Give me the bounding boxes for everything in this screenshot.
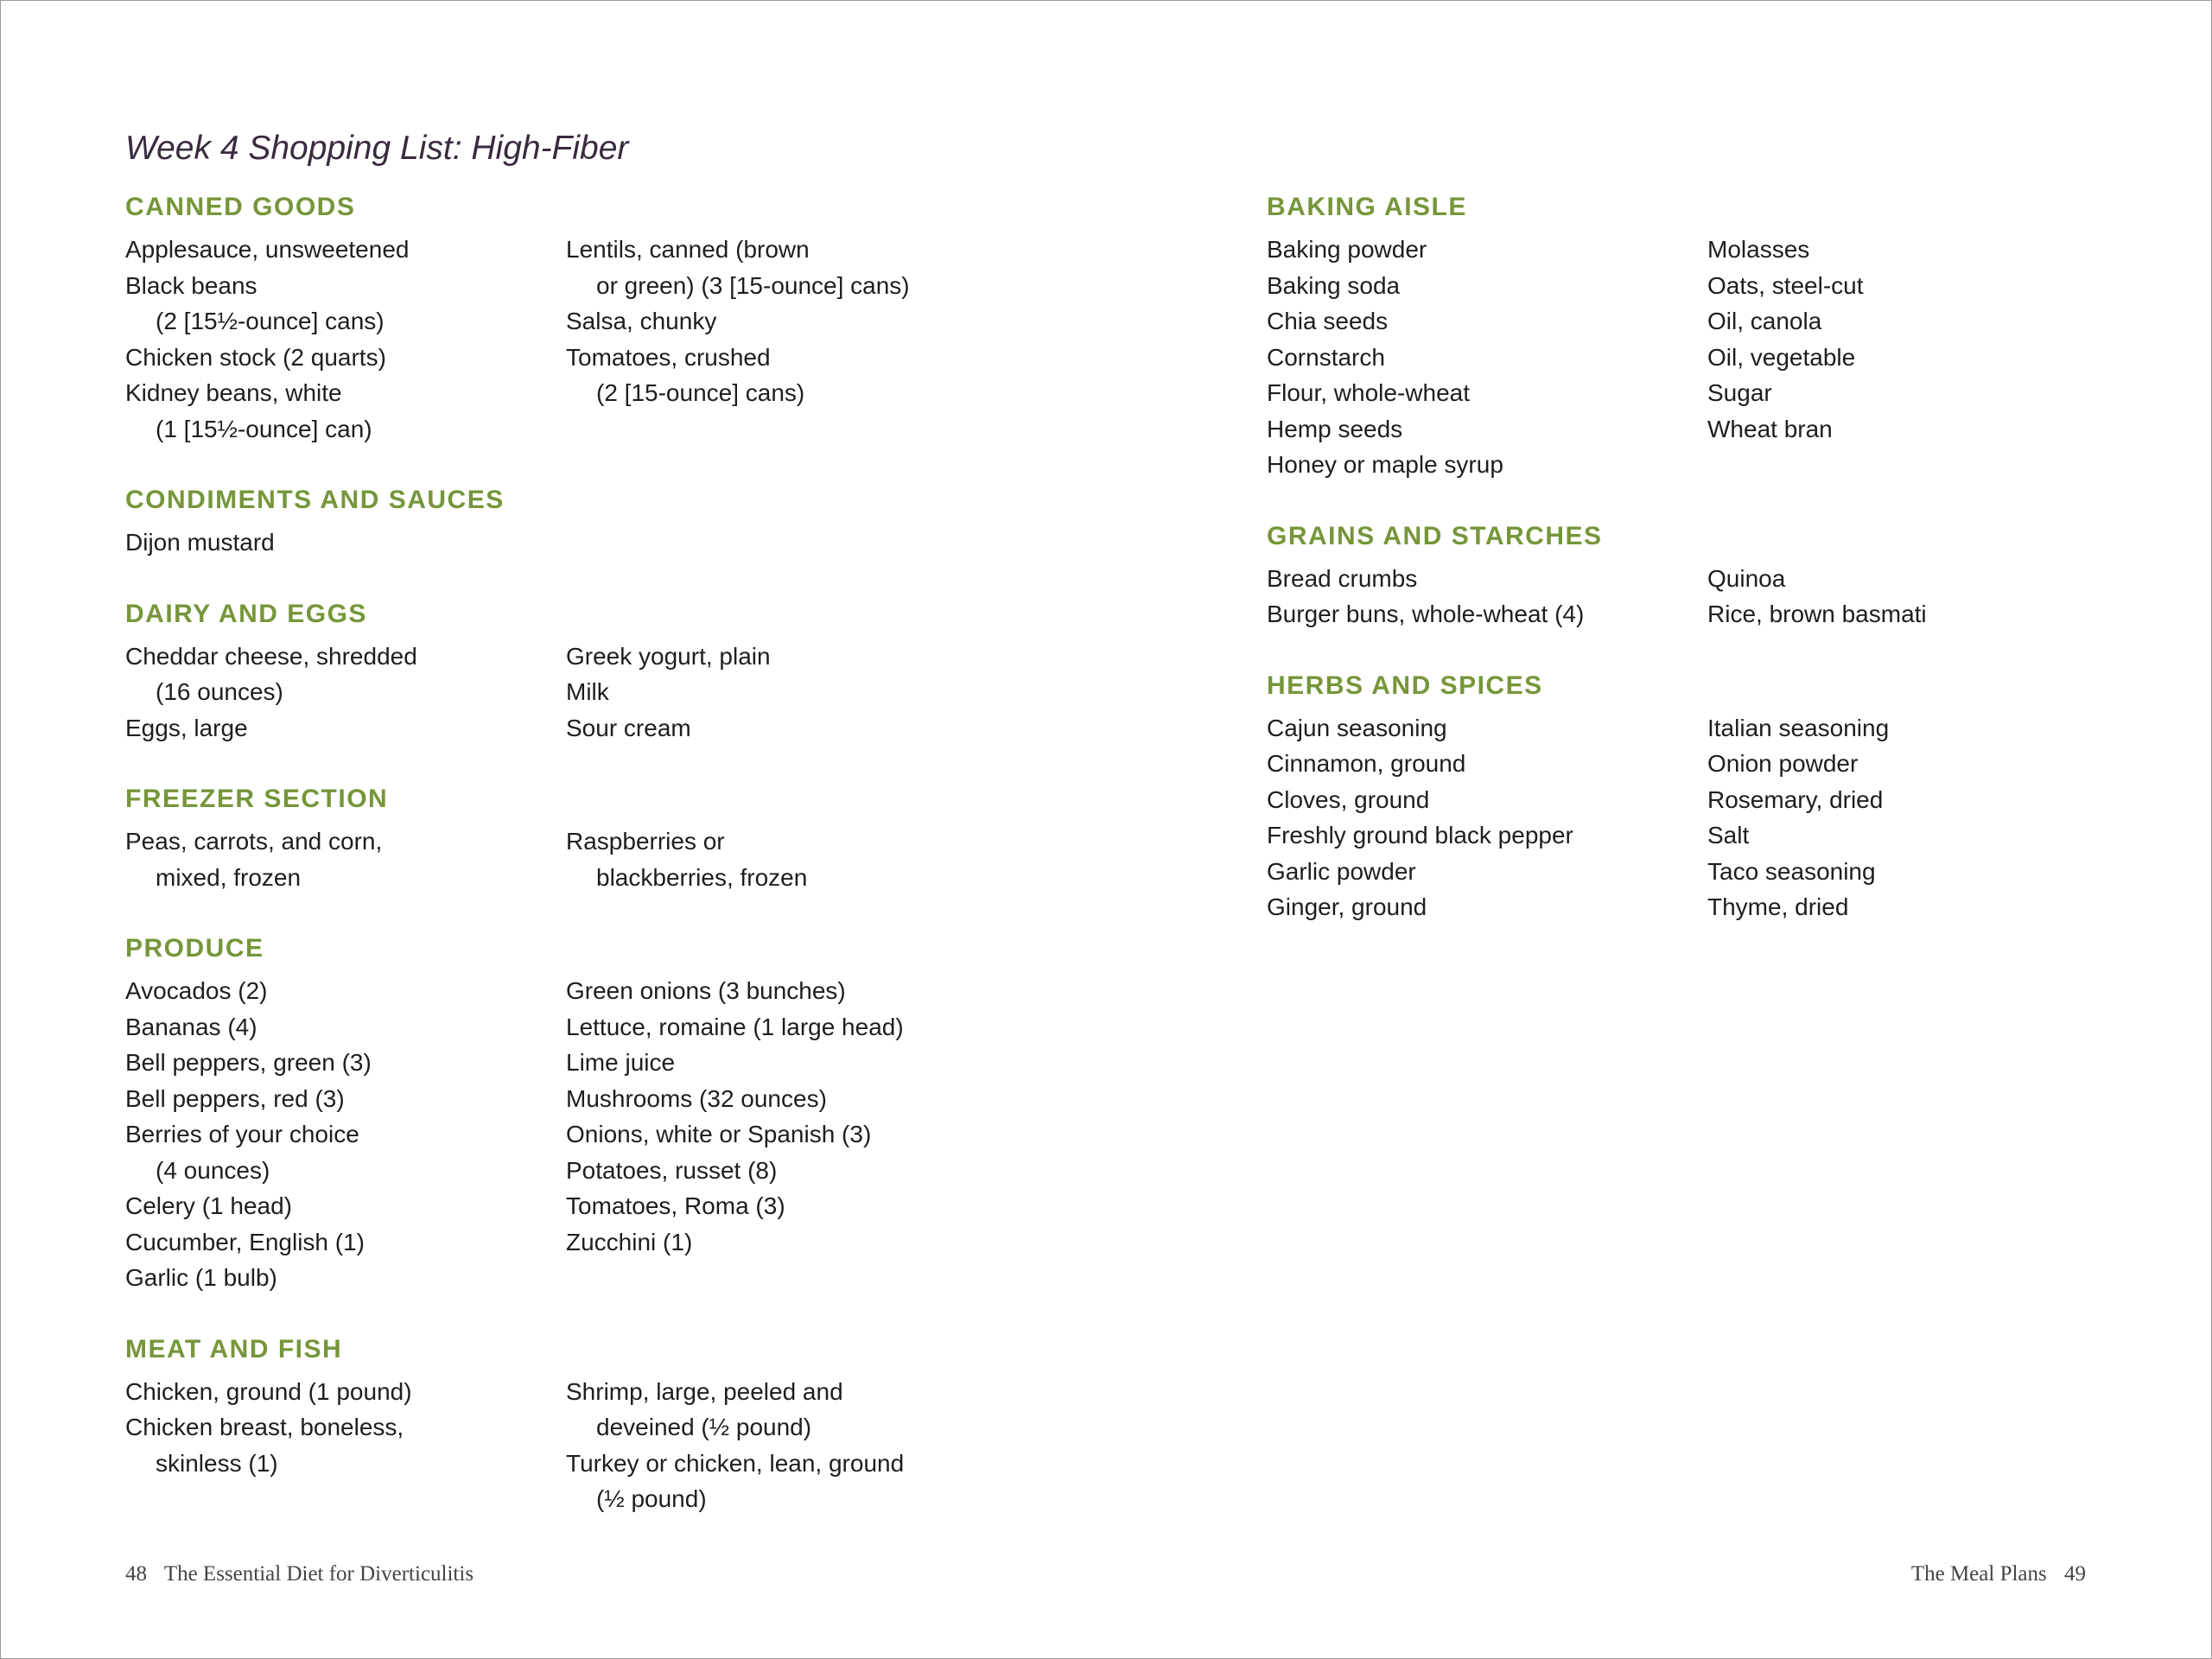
list-item [566,340,1007,411]
item-text: Baking powder [1267,236,1427,263]
list-item [566,973,1007,1009]
item-text: Peas, carrots, and corn, [125,828,383,855]
list-item [125,710,566,747]
item-text: Wheat bran [1707,415,1833,442]
item-text: Hemp seeds [1267,415,1403,442]
item-subcolumn [125,1374,566,1517]
item-text: Salsa, chunky [566,308,717,334]
item-text: Molasses [1707,236,1810,263]
item-text: Turkey or chicken, lean, ground [566,1449,905,1477]
list-item [1707,817,2148,854]
item-text: Cinnamon, ground [1267,750,1466,777]
item-subcolumn [1267,232,1707,483]
item-text: Cornstarch [1267,343,1385,371]
item-text: Avocados (2) [125,977,268,1004]
item-text: Lettuce, romaine (1 large head) [566,1013,904,1040]
section-meat-and-fish [125,1331,1033,1517]
list-item [125,1081,566,1117]
item-columns [1267,561,2174,632]
item-text: Cloves, ground [1267,785,1430,813]
item-subcolumn [125,524,566,561]
list-item [1267,817,1707,854]
list-item [1267,782,1707,818]
list-item [566,1116,1007,1153]
list-item [1267,561,1707,597]
item-text: Celery (1 head) [125,1192,292,1219]
section-heading: DAIRY AND EGGS [125,599,367,628]
item-text: Lentils, canned (brown [566,236,810,263]
item-subcolumn [566,973,1007,1296]
item-continuation: deveined (½ pound) [596,1414,812,1440]
list-item [1267,854,1707,890]
item-text: Tomatoes, Roma (3) [566,1192,785,1219]
item-text: Dijon mustard [125,529,275,556]
item-text: Bread crumbs [1267,564,1418,592]
list-item [125,1374,566,1410]
item-text: Milk [566,678,609,705]
list-item [566,1188,1007,1224]
item-columns [125,524,1033,561]
list-item [566,1153,1007,1189]
list-item [1707,710,2148,747]
list-item [125,375,566,447]
section-heading: HERBS AND SPICES [1267,671,1543,700]
list-item [1267,447,1707,483]
list-item [1707,232,2148,268]
list-item [566,1009,1007,1046]
item-subcolumn [1707,232,2148,483]
item-text: Kidney beans, white [125,379,342,406]
list-item [1267,710,1707,747]
item-text: Bell peppers, red (3) [125,1084,345,1112]
section-dairy-and-eggs [125,595,1033,747]
list-item [1707,854,2148,890]
list-item [125,973,566,1009]
item-text: Tomatoes, crushed [566,343,771,371]
list-item [1267,596,1707,632]
list-item [566,1081,1007,1117]
item-continuation: skinless (1) [156,1449,278,1477]
list-item [1267,303,1707,340]
section-produce [125,930,1033,1296]
item-subcolumn [566,823,1007,895]
section-heading: BAKING AISLE [1267,193,1467,221]
item-text: Baking soda [1267,271,1401,299]
item-subcolumn [1707,561,2148,632]
list-item [125,232,566,268]
section-canned-goods [125,188,1033,447]
item-subcolumn [566,639,1007,747]
list-item [1267,746,1707,782]
item-text: Cucumber, English (1) [125,1228,365,1255]
list-item [1267,268,1707,304]
list-item [125,1188,566,1224]
section-heading: CONDIMENTS AND SAUCES [125,486,505,514]
list-item [1707,746,2148,782]
item-text: Burger buns, whole-wheat (4) [1267,601,1585,627]
list-item [1267,375,1707,411]
footer-right [1911,1562,2086,1586]
item-text: Shrimp, large, peeled and [566,1377,843,1405]
section-herbs-and-spices [1267,667,2174,925]
item-text: Black beans [125,271,257,299]
item-subcolumn [125,823,566,895]
section-freezer-section [125,780,1033,895]
list-item [125,1224,566,1261]
list-item [125,1260,566,1296]
item-columns [1267,232,2174,483]
item-continuation: mixed, frozen [156,863,302,891]
list-item [125,340,566,376]
section-heading: GRAINS AND STARCHES [1267,521,1603,550]
list-item [1707,303,2148,340]
item-columns [125,639,1033,747]
list-item [566,1045,1007,1081]
page-title: Week 4 Shopping List: High-Fiber [125,130,629,167]
chapter-title: The Meal Plans [1910,1562,2047,1586]
item-text: Chicken stock (2 quarts) [125,343,386,371]
item-continuation: (2 [15-ounce] cans) [596,379,805,406]
list-item [566,1374,1007,1446]
list-item [1707,375,2148,411]
item-text: Bell peppers, green (3) [125,1049,372,1076]
item-text: Taco seasoning [1707,857,1876,885]
item-text: Lime juice [566,1049,676,1076]
list-item [1707,340,2148,376]
list-item [566,710,1007,747]
item-subcolumn [125,232,566,447]
list-item [566,823,1007,895]
list-item [566,1224,1007,1261]
page-number-right: 49 [2064,1562,2086,1586]
item-columns [125,1374,1033,1517]
item-continuation: or green) (3 [15-ounce] cans) [596,271,910,299]
section-heading: FREEZER SECTION [125,785,389,813]
list-item [1707,596,2148,632]
item-text: Bananas (4) [125,1013,257,1040]
item-text: Italian seasoning [1707,714,1890,741]
item-subcolumn [566,232,1007,447]
item-text: Thyme, dried [1707,893,1849,920]
item-text: Garlic (1 bulb) [125,1264,277,1291]
list-item [125,524,566,561]
item-columns [1267,710,2174,925]
list-item [566,639,1007,675]
page-number-left: 48 [125,1562,147,1586]
list-item [125,1116,566,1188]
item-text: Potatoes, russet (8) [566,1156,778,1184]
list-item [1267,889,1707,925]
left-column [125,188,1033,1552]
item-subcolumn [1707,710,2148,925]
list-item [1267,340,1707,376]
item-text: Mushrooms (32 ounces) [566,1084,827,1112]
list-item [566,1446,1007,1517]
item-text: Chicken, ground (1 pound) [125,1377,412,1405]
item-text: Salt [1707,822,1750,849]
item-text: Chicken breast, boneless, [125,1414,404,1440]
list-item [1707,268,2148,304]
item-subcolumn [125,639,566,747]
list-item [566,232,1007,303]
item-text: Raspberries or [566,828,725,855]
list-item [566,303,1007,340]
list-item [125,1045,566,1081]
list-item [125,639,566,710]
item-text: Oats, steel-cut [1707,271,1864,299]
list-item [125,268,566,340]
list-item [1707,782,2148,818]
item-continuation: (2 [15½-ounce] cans) [156,308,385,334]
item-text: Berries of your choice [125,1121,359,1147]
section-condiments-and-sauces [125,481,1033,561]
list-item [1267,232,1707,268]
list-item [1707,411,2148,448]
item-text: Applesauce, unsweetened [125,236,410,263]
item-text: Quinoa [1707,564,1786,592]
item-text: Garlic powder [1267,857,1416,885]
item-text: Onions, white or Spanish (3) [566,1121,872,1147]
item-text: Eggs, large [125,714,248,741]
item-text: Onion powder [1707,750,1859,777]
footer-left [125,1562,474,1586]
item-text: Greek yogurt, plain [566,642,771,670]
item-continuation: (16 ounces) [156,678,283,705]
item-text: Flour, whole-wheat [1267,379,1471,406]
item-columns [125,232,1033,447]
item-text: Rice, brown basmati [1707,601,1927,627]
item-continuation: (1 [15½-ounce] can) [156,415,372,442]
book-title: The Essential Diet for Diverticulitis [163,1562,474,1586]
item-text: Cajun seasoning [1267,714,1447,741]
section-grains-and-starches [1267,518,2174,632]
list-item [1707,889,2148,925]
section-heading: CANNED GOODS [125,193,356,221]
item-text: Chia seeds [1267,308,1389,334]
list-item [566,674,1007,710]
item-text: Cheddar cheese, shredded [125,642,417,670]
item-text: Zucchini (1) [566,1228,693,1255]
list-item [125,1409,566,1481]
item-continuation: (½ pound) [596,1485,707,1512]
item-subcolumn [1267,561,1707,632]
item-text: Green onions (3 bunches) [566,977,846,1004]
item-text: Honey or maple syrup [1267,451,1503,478]
item-subcolumn [566,524,1007,561]
item-text: Oil, vegetable [1707,343,1856,371]
item-text: Oil, canola [1707,308,1822,334]
item-subcolumn [125,973,566,1296]
list-item [125,823,566,895]
item-text: Rosemary, dried [1707,785,1884,813]
list-item [1267,411,1707,448]
item-columns [125,823,1033,895]
item-text: Sugar [1707,379,1772,406]
item-text: Ginger, ground [1267,893,1427,920]
right-column [1267,188,2174,960]
section-baking-aisle [1267,188,2174,483]
item-text: Sour cream [566,714,691,741]
item-continuation: blackberries, frozen [596,863,808,891]
item-text: Freshly ground black pepper [1267,822,1573,849]
item-subcolumn [566,1374,1007,1517]
item-columns [125,973,1033,1296]
section-heading: PRODUCE [125,934,264,963]
section-heading: MEAT AND FISH [125,1334,343,1363]
list-item [125,1009,566,1046]
list-item [1707,561,2148,597]
item-subcolumn [1267,710,1707,925]
item-continuation: (4 ounces) [156,1156,270,1184]
